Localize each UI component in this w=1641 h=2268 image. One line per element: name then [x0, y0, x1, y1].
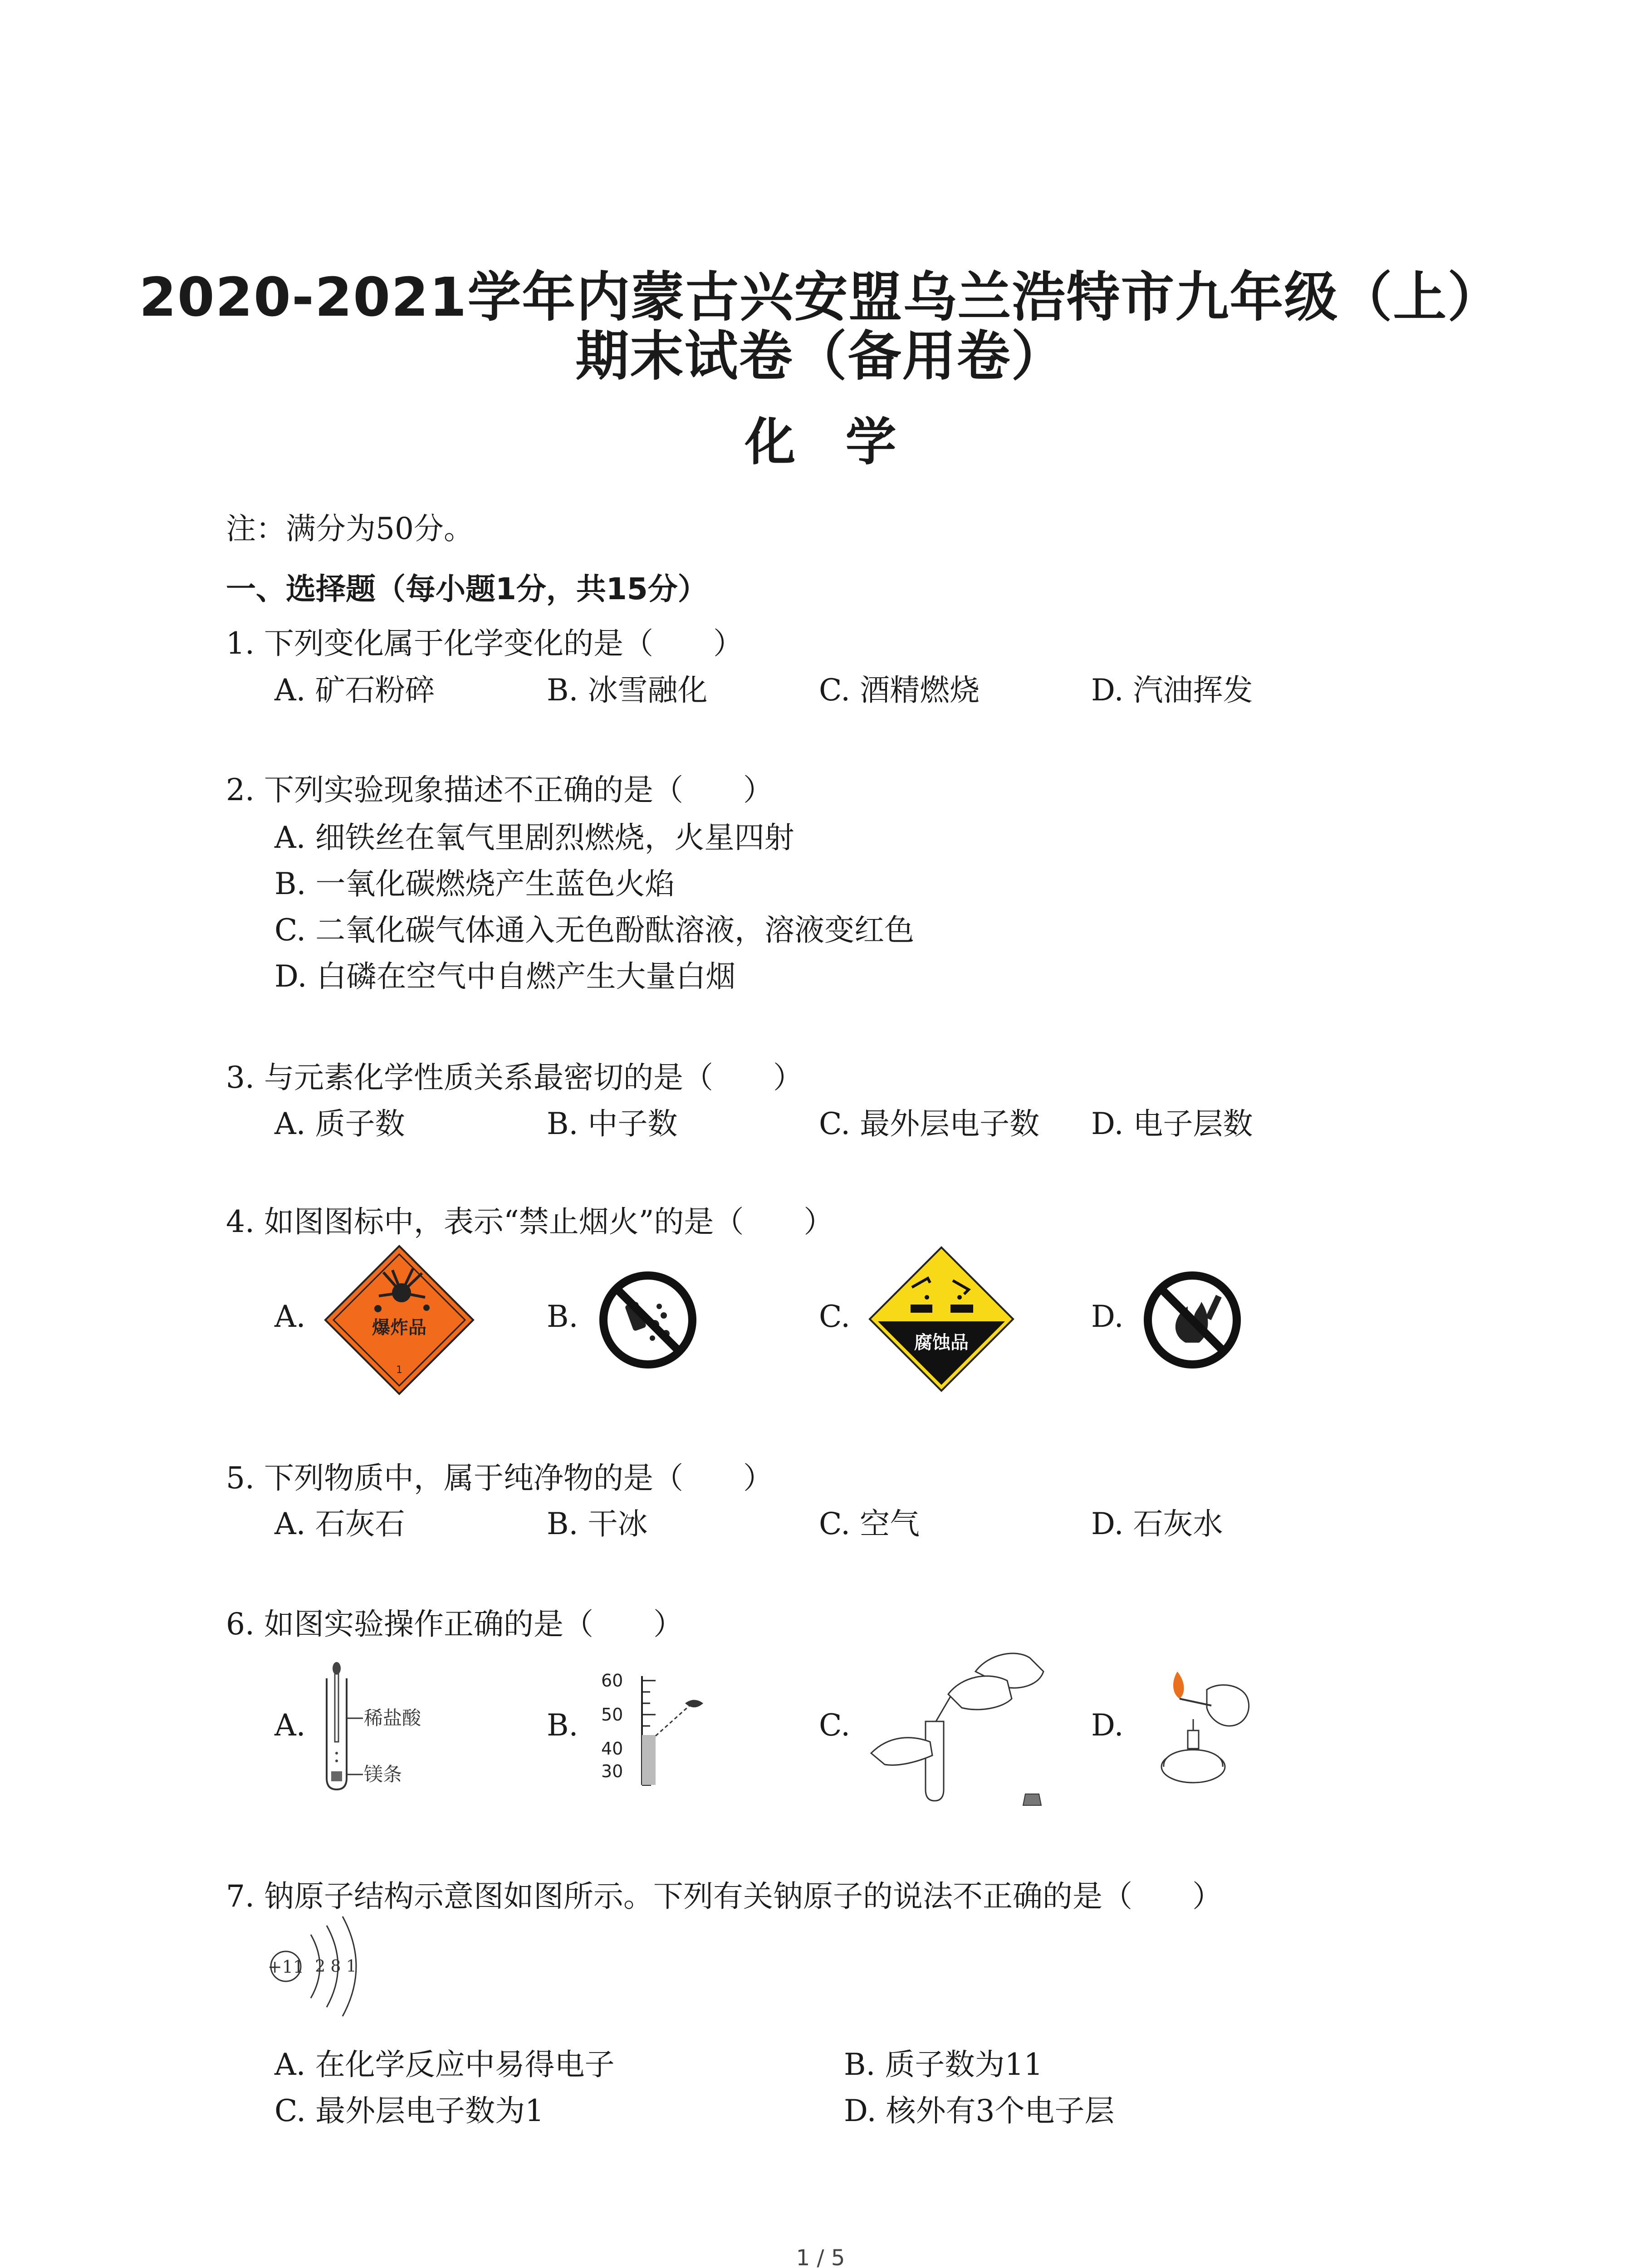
- q2-option-d: D. 白磷在空气中自燃产生大量白烟: [274, 959, 736, 994]
- q3-option-a: A. 质子数: [274, 1106, 405, 1141]
- sodium-atom-diagram: [254, 1914, 390, 2019]
- q5-option-b: B. 干冰: [547, 1506, 648, 1541]
- q3-option-c: C. 最外层电子数: [819, 1106, 1040, 1141]
- question-2-stem: 2. 下列实验现象描述不正确的是（ ）: [226, 772, 773, 807]
- q6-label-c: C.: [819, 1708, 851, 1743]
- explosive-sign-icon: [324, 1245, 474, 1395]
- subject-title: [0, 401, 1641, 474]
- corrosive-sign-icon: [869, 1246, 1014, 1392]
- question-6-stem: 6. 如图实验操作正确的是（ ）: [226, 1607, 683, 1642]
- q1-option-d: D. 汽油挥发: [1091, 673, 1253, 708]
- scale-30: 30: [601, 1761, 623, 1781]
- exam-title-line2: 期末试卷（备用卷）: [575, 325, 1066, 387]
- scale-60: 60: [601, 1671, 623, 1691]
- pouring-liquid-figure: [871, 1644, 1071, 1812]
- q2-option-a: A. 细铁丝在氧气里剧烈燃烧，火星四射: [274, 820, 794, 855]
- q2-option-b: B. 一氧化碳燃烧产生蓝色火焰: [274, 866, 675, 901]
- q1-option-b: B. 冰雪融化: [547, 673, 708, 708]
- subject-char-1: 化: [745, 413, 796, 472]
- q6-label-a: A.: [274, 1708, 306, 1743]
- q4-label-a: A.: [274, 1299, 306, 1334]
- q7-option-b: B. 质子数为11: [844, 2047, 1043, 2082]
- q2-option-c: C. 二氧化碳气体通入无色酚酞溶液，溶液变红色: [274, 913, 915, 948]
- q5-option-c: C. 空气: [819, 1506, 920, 1541]
- corrosive-sign-text: 腐蚀品: [914, 1332, 969, 1353]
- q3-option-d: D. 电子层数: [1091, 1106, 1253, 1141]
- q7-option-c: C. 最外层电子数为1: [274, 2093, 544, 2128]
- nucleus-charge: +11: [267, 1957, 304, 1977]
- no-open-flames-sign-icon: [1142, 1270, 1242, 1370]
- q1-option-a: A. 矿石粉碎: [274, 673, 435, 708]
- q1-option-c: C. 酒精燃烧: [819, 673, 980, 708]
- alcohol-lamp-figure: [1152, 1662, 1261, 1789]
- q7-option-d: D. 核外有3个电子层: [844, 2093, 1115, 2128]
- question-7-stem: 7. 钠原子结构示意图如图所示。下列有关钠原子的说法不正确的是（ ）: [226, 1879, 1222, 1914]
- electron-shell-counts: 2 8 1: [315, 1957, 357, 1976]
- subject-char-2: 学: [845, 413, 896, 472]
- page-number: 1 / 5: [796, 2245, 845, 2268]
- section-heading: 一、选择题（每小题1分，共15分）: [226, 572, 708, 606]
- question-4-stem: 4. 如图图标中，表示“禁止烟火”的是（ ）: [226, 1204, 834, 1239]
- scale-40: 40: [601, 1739, 623, 1759]
- score-note: 注：满分为50分。: [226, 511, 474, 546]
- acid-label: 稀盐酸: [364, 1707, 421, 1729]
- q5-option-a: A. 石灰石: [274, 1506, 405, 1541]
- dropper-test-tube-figure: [318, 1660, 445, 1796]
- no-fireworks-sign-icon: [598, 1270, 698, 1370]
- q4-label-c: C.: [819, 1299, 851, 1334]
- question-1-stem: 1. 下列变化属于化学变化的是（ ）: [226, 626, 743, 661]
- exam-title-line1: 2020-2021学年内蒙古兴安盟乌兰浩特市九年级（上）: [139, 266, 1502, 328]
- explosive-sign-text: 爆炸品: [372, 1317, 426, 1338]
- scale-50: 50: [601, 1705, 623, 1725]
- q4-label-d: D.: [1091, 1299, 1124, 1334]
- question-5-stem: 5. 下列物质中，属于纯净物的是（ ）: [226, 1461, 773, 1496]
- q6-label-b: B.: [547, 1708, 578, 1743]
- q4-label-b: B.: [547, 1299, 578, 1334]
- q7-option-a: A. 在化学反应中易得电子: [274, 2047, 615, 2082]
- svg-text:1: 1: [396, 1364, 402, 1376]
- q3-option-b: B. 中子数: [547, 1106, 678, 1141]
- question-3-stem: 3. 与元素化学性质关系最密切的是（ ）: [226, 1060, 803, 1095]
- magnesium-label: 镁条: [364, 1763, 402, 1785]
- q6-label-d: D.: [1091, 1708, 1124, 1743]
- q5-option-d: D. 石灰水: [1091, 1506, 1223, 1541]
- graduated-cylinder-figure: [592, 1672, 710, 1789]
